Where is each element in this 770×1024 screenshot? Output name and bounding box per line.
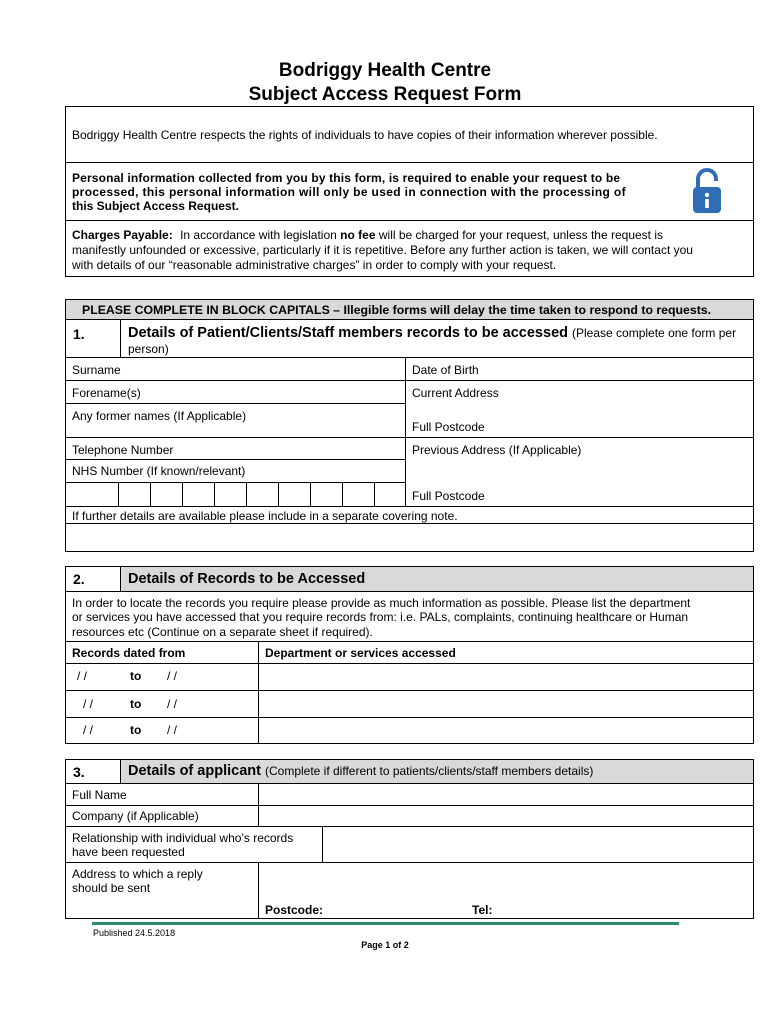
forenames-label: Forename(s) — [72, 386, 141, 400]
nhs-number-boxes[interactable] — [65, 482, 405, 506]
current-address-label: Current Address — [412, 386, 499, 400]
date-to-label: to — [130, 697, 142, 711]
section2-heading: Details of Records to be Accessed — [128, 571, 366, 587]
s1-line-g — [65, 506, 754, 507]
previous-address-label: Previous Address (If Applicable) — [412, 443, 582, 457]
section3-number: 3. — [73, 764, 85, 780]
padlock-info-icon — [690, 167, 724, 215]
further-details-field[interactable] — [66, 524, 753, 551]
charges-label: Charges Payable: — [72, 228, 173, 242]
address-field[interactable] — [259, 863, 753, 901]
nhs-number-label: NHS Number (If known/relevant) — [72, 464, 246, 478]
section1-heading-note: (Please complete one form per — [572, 326, 737, 340]
charges-line3: with details of our “reasonable administrative charges” in order to comply with your request. — [72, 258, 557, 272]
full-name-label: Full Name — [72, 788, 127, 802]
block-capitals-banner: PLEASE COMPLETE IN BLOCK CAPITALS – Illegible forms will delay the time taken to respond to requests. — [82, 303, 712, 317]
nhs-box-divider — [118, 482, 119, 506]
date-range-row[interactable] — [66, 718, 258, 743]
section2-number: 2. — [73, 571, 85, 587]
section3-heading — [128, 763, 593, 779]
s2-line-b — [65, 641, 754, 642]
telephone-label: Telephone Number — [72, 443, 174, 457]
s2-line-a — [65, 591, 754, 592]
section2-instr-line3: resources etc (Continue on a separate sheet if required). — [72, 625, 373, 639]
intro-divider-2 — [65, 220, 754, 221]
section3-heading-text: Details of applicant — [128, 763, 261, 779]
former-names-label: Any former names (If Applicable) — [72, 409, 247, 423]
personal-info-line3: this Subject Access Request. — [72, 199, 239, 213]
charges-line2: manifestly unfounded or excessive, particularly if it is repetitive. Before any further action is taken, we will contact you — [72, 243, 693, 257]
nhs-box-divider — [150, 482, 151, 506]
company-field[interactable] — [259, 806, 753, 826]
date-range-row[interactable] — [66, 664, 258, 690]
further-details-note: If further details are available please include in a separate covering note. — [72, 509, 458, 523]
s1-line-e — [65, 459, 405, 460]
nhs-box-divider — [214, 482, 215, 506]
date-to-label: to — [130, 723, 142, 737]
personal-info-line1: Personal information collected from you by this form, is required to enable your request to be — [72, 171, 621, 185]
records-dated-from-header: Records dated from — [72, 646, 186, 660]
full-postcode-label-1: Full Postcode — [412, 420, 485, 434]
charges-text-a: In accordance with legislation — [180, 228, 337, 242]
s1-num-divider — [120, 319, 121, 357]
s1-line-d — [65, 437, 754, 438]
department-header: Department or services accessed — [265, 646, 456, 660]
address-label-line2: should be sent — [72, 881, 151, 895]
s3-num-divider — [120, 759, 121, 783]
date-from: / / — [77, 669, 88, 683]
department-field[interactable] — [259, 664, 753, 690]
personal-info-line2: processed, this personal information will only be used in connection with the processing of — [72, 185, 626, 199]
date-from: / / — [83, 697, 94, 711]
full-postcode-label-2: Full Postcode — [412, 489, 485, 503]
section1-heading-text: Details of Patient/Clients/Staff members records to be accessed — [128, 325, 568, 341]
date-to-label: to — [130, 669, 142, 683]
charges-text-b: will be charged for your request, unless the request is — [378, 228, 664, 242]
postcode-label: Postcode: — [265, 903, 324, 917]
relationship-field[interactable] — [323, 827, 753, 862]
address-label-line1: Address to which a reply — [72, 867, 203, 881]
relationship-label-line1: Relationship with individual who’s records — [72, 831, 294, 845]
tel-label: Tel: — [472, 903, 493, 917]
form-title-line1: Bodriggy Health Centre — [278, 60, 492, 81]
footer-accent-line — [92, 922, 679, 925]
charges-line1 — [72, 228, 748, 243]
date-to: / / — [167, 697, 178, 711]
date-to: / / — [167, 669, 178, 683]
nhs-box-divider — [310, 482, 311, 506]
department-field[interactable] — [259, 691, 753, 717]
s1-line-a — [65, 357, 754, 358]
date-to: / / — [167, 723, 178, 737]
s2-num-divider — [120, 566, 121, 591]
relationship-label-line2: have been requested — [72, 845, 185, 859]
full-name-field[interactable] — [259, 784, 753, 805]
department-field[interactable] — [259, 718, 753, 743]
nhs-box-divider — [374, 482, 375, 506]
intro-respect-text: Bodriggy Health Centre respects the rights of individuals to have copies of their information wherever possible. — [72, 128, 658, 142]
dob-label: Date of Birth — [412, 363, 479, 377]
intro-divider-1 — [65, 162, 754, 163]
date-from: / / — [83, 723, 94, 737]
nhs-box-divider — [278, 482, 279, 506]
s1-line-b — [65, 380, 754, 381]
nhs-box-divider — [342, 482, 343, 506]
surname-label: Surname — [72, 363, 121, 377]
date-range-row[interactable] — [66, 691, 258, 717]
section1-heading-note-b: person) — [128, 342, 169, 356]
section2-instr-line2: or services you have accessed that you require records from: i.e. PALs, complaints, continuing healthcare or Human — [72, 610, 689, 624]
nhs-box-divider — [246, 482, 247, 506]
s1-line-banner — [65, 319, 754, 320]
section3-heading-note: (Complete if different to patients/clients/staff members details) — [264, 764, 594, 778]
s1-line-c — [65, 403, 405, 404]
published-date: Published 24.5.2018 — [93, 928, 176, 938]
section1-heading — [128, 325, 736, 341]
form-title-line2: Subject Access Request Form — [248, 84, 522, 105]
section1-number: 1. — [73, 326, 85, 342]
company-label: Company (if Applicable) — [72, 809, 199, 823]
nhs-box-divider — [182, 482, 183, 506]
page-number: Page 1 of 2 — [361, 940, 409, 950]
section2-instr-line1: In order to locate the records you require please provide as much information as possible. Please list the department — [72, 596, 691, 610]
charges-no-fee: no fee — [340, 228, 376, 242]
